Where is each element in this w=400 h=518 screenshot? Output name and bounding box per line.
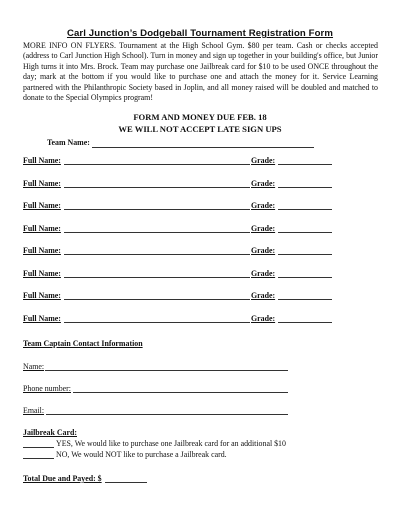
- grade-field[interactable]: [278, 187, 332, 188]
- captain-name-label: Name:: [23, 362, 45, 371]
- full-name-field[interactable]: [64, 277, 250, 278]
- jailbreak-heading: Jailbreak Card:: [23, 428, 77, 437]
- grade-field[interactable]: [278, 254, 332, 255]
- captain-phone-label: Phone number:: [23, 384, 71, 393]
- full-name-label: Full Name:: [23, 246, 61, 255]
- full-name-field[interactable]: [64, 209, 250, 210]
- grade-field[interactable]: [278, 232, 332, 233]
- full-name-label: Full Name:: [23, 291, 61, 300]
- form-title: Carl Junction’s Dodgeball Tournament Registration Form: [66, 28, 334, 39]
- total-due-field[interactable]: [105, 482, 147, 483]
- full-name-field[interactable]: [64, 254, 250, 255]
- full-name-field[interactable]: [64, 322, 250, 323]
- grade-label: Grade:: [251, 223, 276, 233]
- grade-field[interactable]: [278, 299, 332, 300]
- grade-label: Grade:: [251, 246, 276, 255]
- grade-label: Grade:: [251, 156, 276, 165]
- grade-label: Grade:: [251, 291, 276, 300]
- captain-contact-heading: Team Captain Contact Information: [23, 339, 143, 348]
- jailbreak-no-blank[interactable]: [23, 458, 54, 459]
- grade-label: Grade:: [251, 268, 276, 278]
- grade-field[interactable]: [278, 277, 332, 278]
- captain-name-field[interactable]: [45, 370, 288, 371]
- full-name-field[interactable]: [64, 299, 250, 300]
- full-name-field[interactable]: [64, 232, 250, 233]
- grade-label: Grade:: [251, 201, 276, 210]
- team-name-field[interactable]: [92, 147, 314, 148]
- captain-phone-field[interactable]: [73, 392, 288, 393]
- grade-label: Grade:: [251, 178, 276, 188]
- full-name-label: Full Name:: [23, 178, 61, 188]
- full-name-label: Full Name:: [23, 223, 61, 233]
- grade-field[interactable]: [278, 164, 332, 165]
- grade-label: Grade:: [251, 313, 276, 323]
- team-name-label: Team Name:: [47, 138, 90, 147]
- captain-email-field[interactable]: [46, 414, 288, 415]
- grade-field[interactable]: [278, 322, 332, 323]
- total-due-label: Total Due and Payed: $: [23, 474, 102, 483]
- due-date-notice: FORM AND MONEY DUE FEB. 18: [133, 112, 267, 122]
- captain-email-label: Email:: [23, 406, 45, 415]
- jailbreak-no-option: NO, We would NOT like to purchase a Jailbreak card.: [56, 450, 227, 459]
- intro-paragraph: MORE INFO ON FLYERS. Tournament at the High School Gym. $80 per team. Cash or checks accepted (address to Carl Junction High School). Turn in money and sign up together in your building's office, but Junior High turns it into Mrs. Brock. Team may purchase one Jailbreak card for $10 to be used ONCE throughout the day; mark at the bottom if you would like to purchase one and attach the money for it. Service Learning partnered with the Philanthropic Society based in Joplin, and all money raised will be doubled and matched to donate to the Special Olympics program!: [23, 41, 378, 103]
- full-name-label: Full Name:: [23, 201, 61, 210]
- late-signup-notice: WE WILL NOT ACCEPT LATE SIGN UPS: [118, 124, 282, 134]
- jailbreak-yes-blank[interactable]: [23, 447, 54, 448]
- full-name-field[interactable]: [64, 187, 250, 188]
- full-name-label: Full Name:: [23, 313, 61, 323]
- grade-field[interactable]: [278, 209, 332, 210]
- jailbreak-yes-option: YES, We would like to purchase one Jailbreak card for an additional $10: [56, 439, 286, 448]
- full-name-label: Full Name:: [23, 156, 61, 165]
- full-name-label: Full Name:: [23, 268, 61, 278]
- full-name-field[interactable]: [64, 164, 250, 165]
